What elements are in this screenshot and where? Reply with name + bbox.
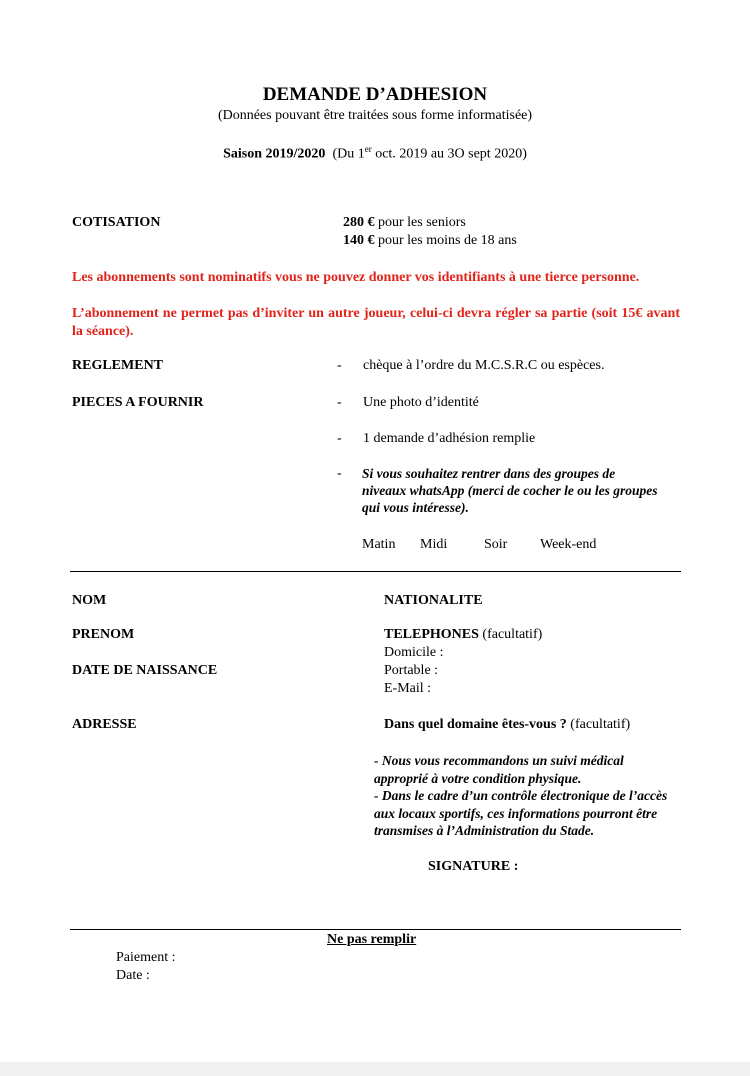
domaine-label: Dans quel domaine êtes-vous ? [384, 717, 567, 732]
reglement-text: chèque à l’ordre du M.C.S.R.C ou espèces. [363, 358, 605, 373]
page-title: DEMANDE D’ADHESION [262, 84, 488, 105]
nom-label[interactable]: NOM [72, 593, 107, 608]
divider [70, 571, 681, 572]
seniors-price: 280 € [343, 215, 375, 230]
nationalite-label[interactable]: NATIONALITE [384, 593, 483, 608]
season-label: Saison 2019/2020 [223, 146, 326, 162]
juniors-price: 140 € [343, 233, 375, 248]
juniors-text: pour les moins de 18 ans [374, 233, 517, 248]
season-dates-prefix: (Du 1 [332, 146, 365, 162]
portable-label[interactable]: Portable : [384, 663, 439, 678]
season-line [0, 144, 750, 163]
bottom-band [0, 1062, 750, 1076]
prenom-label[interactable]: PRENOM [72, 627, 135, 642]
signature-label[interactable]: SIGNATURE : [428, 859, 519, 874]
medical-note: - Nous vous recommandons un suivi médical approprié à votre condition physique. - Dans le cadre d’un contrôle électronique de l’accès aux locaux sportifs, ces informations pourront être transmises à l’Administration du Stade. [374, 753, 668, 838]
divider [70, 929, 681, 930]
office-use-title: Ne pas remplir [327, 932, 417, 947]
email-label[interactable]: E-Mail : [384, 681, 432, 696]
domicile-label[interactable]: Domicile : [384, 645, 444, 660]
bullet-dash: - [337, 431, 342, 446]
reglement-label: REGLEMENT [72, 358, 164, 373]
pieces-label: PIECES A FOURNIR [72, 395, 204, 410]
domaine-facultatif: (facultatif) [566, 717, 631, 732]
telephones-facultatif: (facultatif) [478, 627, 543, 642]
season-dates-suffix: oct. 2019 au 3O sept 2020) [371, 146, 527, 162]
warning-nominative: Les abonnements sont nominatifs vous ne pouvez donner vos identifiants à une tierce personne. [72, 270, 640, 285]
date-naissance-label[interactable]: DATE DE NAISSANCE [72, 663, 218, 678]
date-label: Date : [116, 968, 150, 983]
season-dates-sup: er [364, 144, 372, 154]
bullet-dash: - [337, 466, 342, 481]
page-subtitle: (Données pouvant être traitées sous forme informatisée) [217, 108, 533, 123]
groups-text: Si vous souhaitez rentrer dans des groupes de niveaux whatsApp (merci de cocher le ou les groupes qui vous intéresse). [362, 466, 658, 515]
cotisation-juniors [343, 233, 517, 249]
domaine-line [384, 717, 630, 733]
cotisation-seniors [343, 215, 466, 231]
option-matin[interactable]: Matin [362, 537, 396, 552]
warning-invite: L’abonnement ne permet pas d’inviter un autre joueur, celui-ci devra régler sa partie (soit 15€ avant la séance). [72, 306, 680, 339]
option-soir[interactable]: Soir [484, 537, 508, 552]
paiement-label: Paiement : [116, 950, 176, 965]
bullet-dash: - [337, 395, 342, 410]
option-midi[interactable]: Midi [420, 537, 448, 552]
telephones-label: TELEPHONES [384, 627, 479, 642]
adresse-label[interactable]: ADRESSE [72, 717, 137, 732]
piece-item: Une photo d’identité [363, 395, 479, 410]
option-week-end[interactable]: Week-end [540, 537, 597, 552]
piece-item: 1 demande d’adhésion remplie [363, 431, 536, 446]
seniors-text: pour les seniors [374, 215, 466, 230]
telephones-line [384, 627, 542, 643]
cotisation-label: COTISATION [72, 215, 161, 230]
bullet-dash: - [337, 358, 342, 373]
